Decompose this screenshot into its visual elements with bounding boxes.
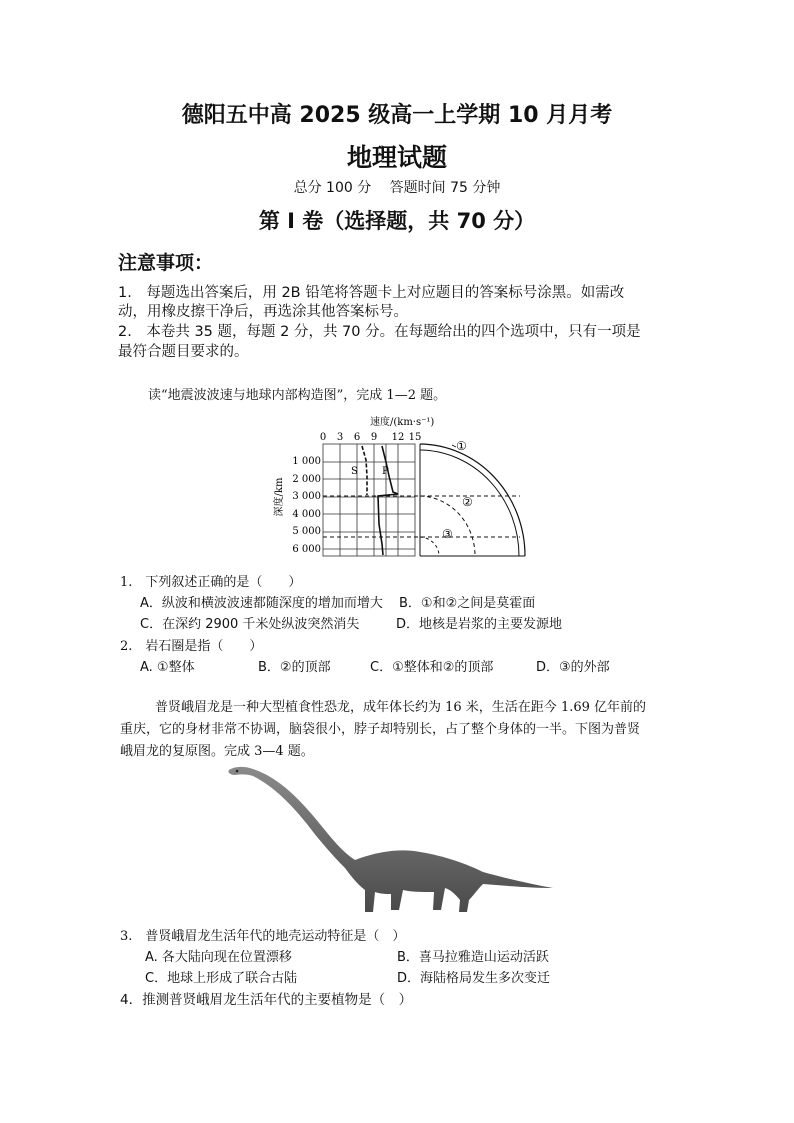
passage-intro-1: 读“地震波波速与地球内部构造图”，完成 1—2 题。 <box>148 388 447 403</box>
question-3-option-b: B．喜马拉雅造山运动活跃 <box>397 950 549 965</box>
question-1-option-c: C．在深约 2900 千米处纵波突然消失 <box>140 617 360 632</box>
question-1-option-b: B．①和②之间是莫霍面 <box>399 596 536 611</box>
passage-2-line: 普贤峨眉龙是一种大型植食性恐龙，成年体长约为 16 米，生活在距今 1.69 亿年前的 <box>155 700 647 715</box>
s-wave-curve <box>362 446 367 495</box>
chart-grid <box>323 444 415 556</box>
subject-title: 地理试题 <box>346 143 447 172</box>
question-2-option-b: B．②的顶部 <box>258 660 331 675</box>
seismic-wave-figure <box>270 412 530 560</box>
inner-core-arc <box>420 537 439 556</box>
section-title: 第 I 卷（选择题，共 70 分） <box>258 209 536 233</box>
question-2-option-a: A. ①整体 <box>140 660 195 675</box>
passage-2-line: 峨眉龙的复原图。完成 3—4 题。 <box>120 744 314 759</box>
speed-tick: 6 <box>353 432 361 443</box>
question-4-stem: 4．推测普贤峨眉龙生活年代的主要植物是（ ） <box>120 992 413 1008</box>
question-1-option-d: D．地核是岩浆的主要发源地 <box>396 617 563 632</box>
question-1-option-a: A．纵波和横波波速都随深度的增加而增大 <box>140 596 383 611</box>
exam-title: 德阳五中高 2025 级高一上学期 10 月月考 <box>181 103 613 128</box>
note-line: 最符合题目要求的。 <box>118 344 249 360</box>
depth-tick: 5 000 <box>292 526 321 537</box>
p-wave-label: P <box>382 466 389 477</box>
layer-label-2: ② <box>462 495 473 509</box>
depth-tick: 4 000 <box>292 509 321 520</box>
speed-tick: 3 <box>336 432 344 443</box>
speed-ticks <box>320 432 422 443</box>
question-2-stem: 2. 岩石圈是指（ ） <box>120 639 263 654</box>
depth-axis-label: 深度/km <box>274 477 285 517</box>
notes-heading: 注意事项： <box>118 252 214 274</box>
question-1-stem: 1. 下列叙述正确的是（ ） <box>120 575 302 590</box>
depth-tick: 6 000 <box>292 544 321 555</box>
note-line: 动，用橡皮擦干净后，再选涂其他答案标号。 <box>118 304 408 320</box>
question-2-option-c: C．①整体和②的顶部 <box>370 660 494 675</box>
speed-tick: 15 <box>408 432 422 443</box>
depth-tick: 3 000 <box>292 491 321 502</box>
note-line: 2. 本卷共 35 题，每题 2 分，共 70 分。在每题给出的四个选项中，只有一项是 <box>118 324 641 340</box>
passage-2-line: 重庆，它的身材非常不协调，脑袋很小，脖子却特别长，占了整个身体的一半。下图为普贤 <box>120 722 641 737</box>
speed-axis-label: 速度/(km·s⁻¹) <box>370 417 435 428</box>
question-3-stem: 3. 普贤峨眉龙生活年代的地壳运动特征是（ ） <box>120 929 406 944</box>
depth-tick: 2 000 <box>292 474 321 485</box>
question-3-option-c: C．地球上形成了联合古陆 <box>145 971 298 986</box>
question-3-option-d: D．海陆格局发生多次变迁 <box>397 971 551 986</box>
speed-tick: 9 <box>370 432 378 443</box>
question-2-option-d: D．③的外部 <box>536 660 610 675</box>
s-wave-label: S <box>351 466 358 477</box>
layer-label-1: ① <box>456 439 467 453</box>
speed-tick: 0 <box>319 432 327 443</box>
depth-tick: 1 000 <box>292 456 321 467</box>
depth-ticks <box>292 456 321 555</box>
exam-meta: 总分 100 分 答题时间 75 分钟 <box>293 180 501 196</box>
question-3-option-a: A. 各大陆向现在位置漂移 <box>145 950 292 965</box>
note-line: 1. 每题选出答案后，用 2B 铅笔将答题卡上对应题目的答案标号涂黑。如需改 <box>118 285 625 301</box>
layer-label-3: ③ <box>442 527 453 541</box>
speed-tick: 12 <box>391 432 405 443</box>
dinosaur-illustration <box>215 760 560 920</box>
